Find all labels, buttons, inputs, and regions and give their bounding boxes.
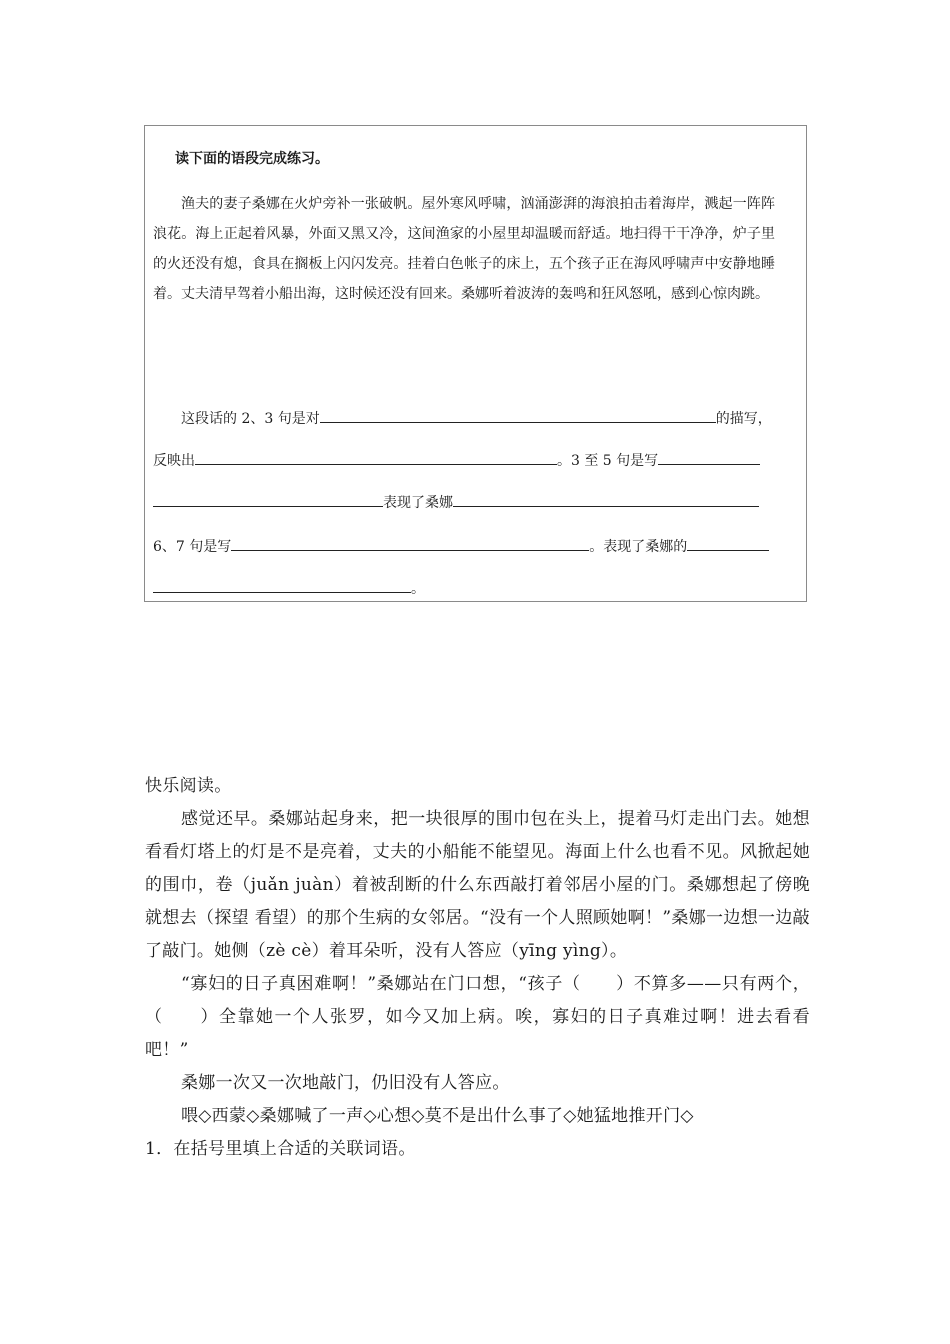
answer-blank[interactable] (658, 450, 760, 465)
exercise-title: 读下面的语段完成练习。 (175, 151, 329, 167)
answer-blank[interactable] (320, 408, 716, 423)
answer-blank[interactable] (153, 578, 411, 593)
answer-blank[interactable] (687, 536, 769, 551)
q4-prefix: 6、7 句是写 (153, 539, 232, 555)
reading-paragraph-4: 喂◇西蒙◇桑娜喊了一声◇心想◇莫不是出什么事了◇她猛地推开门◇ (181, 1106, 694, 1126)
question-line-2 (153, 450, 760, 470)
q2-prefix: 反映出 (153, 453, 195, 469)
question-line-1 (181, 408, 772, 428)
q5-end: 。 (411, 581, 425, 597)
question-line-4 (153, 536, 769, 556)
q3-text: 表现了桑娜 (383, 495, 453, 511)
q4-suffix: 。表现了桑娜的 (589, 539, 688, 555)
reading-paragraph-2: “寡妇的日子真困难啊！”桑娜站在门口想，“孩子（ ）不算多——只有两个，（ ）全靠她一个人张罗，如今又加上病。唉，寡妇的日子真难过啊！进去看看吧！” (145, 974, 810, 1060)
scanned-exercise (144, 125, 807, 602)
q1-suffix: 的描写， (715, 411, 772, 427)
question-1: 1．在括号里填上合适的关联词语。 (145, 1139, 416, 1159)
answer-blank[interactable] (453, 492, 759, 507)
answer-blank[interactable] (153, 492, 383, 507)
exercise-passage: 渔夫的妻子桑娜在火炉旁补一张破帆。屋外寒风呼啸，汹涌澎湃的海浪拍击着海岸，溅起一阵阵浪花。海上正起着风暴，外面又黑又冷，这间渔家的小屋里却温暖而舒适。地扫得干干净净，炉子里的火还没有熄，食具在搁板上闪闪发亮。挂着白色帐子的床上，五个孩子正在海风呼啸声中安静地睡着。丈夫清早驾着小船出海，这时候还没有回来。桑娜听着波涛的轰鸣和狂风怒吼，感到心惊肉跳。 (153, 196, 775, 302)
reading-paragraph-3: 桑娜一次又一次地敲门，仍旧没有人答应。 (181, 1073, 510, 1093)
reading-heading: 快乐阅读。 (145, 776, 232, 796)
answer-blank[interactable] (195, 450, 557, 465)
reading-section (145, 770, 810, 1166)
answer-blank[interactable] (231, 536, 589, 551)
q2-suffix: 。3 至 5 句是写 (557, 453, 659, 469)
question-line-5 (153, 578, 425, 598)
question-line-3 (153, 492, 759, 512)
q1-prefix: 这段话的 2、3 句是对 (181, 411, 320, 427)
reading-paragraph-1: 感觉还早。桑娜站起身来，把一块很厚的围巾包在头上，提着马灯走出门去。她想看看灯塔上的灯是不是亮着，丈夫的小船能不能望见。海面上什么也看不见。风掀起她的围巾，卷（juǎn juàn）着被刮断的什么东西敲打着邻居小屋的门。桑娜想起了傍晚就想去（探望 看望）的那个生病的女邻居。“没有一个人照顾她啊！”桑娜一边想一边敲了敲门。她侧（zè cè）着耳朵听，没有人答应（yīng yìng）。 (145, 809, 810, 961)
